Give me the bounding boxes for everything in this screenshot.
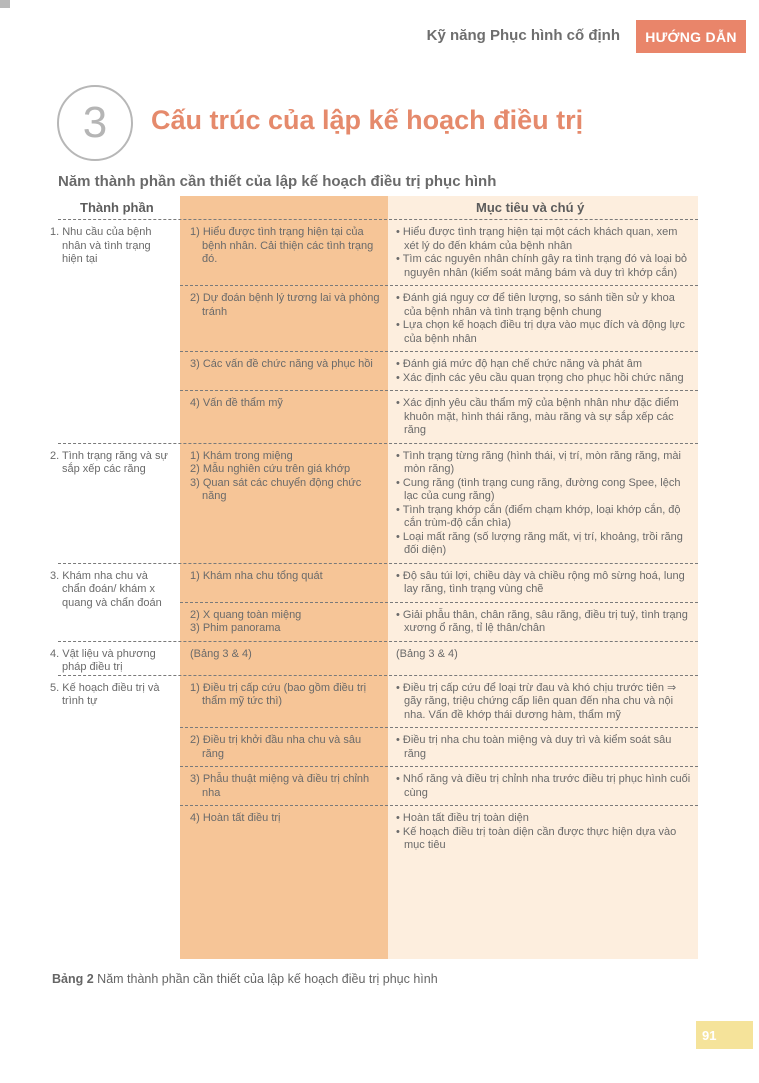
goal-item: • Xác định yêu cầu thẩm mỹ của bệnh nhân như đặc điểm khuôn mặt, hình thái răng, màu răng và sự sắp xếp các răng — [396, 397, 679, 436]
page-number: 91 — [696, 1021, 753, 1049]
item-line: 1) Hiểu được tình trạng hiện tại của bệnh nhân. Cải thiện các tình trạng đó. — [190, 226, 374, 265]
goal-item: • Hoàn tất điều trị toàn diện — [396, 812, 529, 824]
goal-item: • Độ sâu túi lợi, chiều dày và chiều rộng mô sừng hoá, lung lay răng, tình trạng vùng chẽ — [396, 569, 685, 595]
goal-cell — [388, 352, 698, 390]
goal-cell — [388, 767, 698, 805]
goal-cell — [388, 391, 698, 443]
running-title: Kỹ năng Phục hình cố định — [426, 27, 620, 44]
table-row — [180, 390, 698, 443]
section-title: Cấu trúc của lập kế hoạch điều trị — [151, 105, 584, 135]
component-rows — [180, 676, 698, 858]
component-group — [50, 641, 698, 675]
component-rows — [180, 220, 698, 443]
goal-cell — [388, 642, 698, 667]
goal-item: • Tình trạng khớp cắn (điểm chạm khớp, loại khớp cắn, độ cắn trùm-độ cắn chìa) — [396, 503, 681, 529]
item-cell — [180, 286, 388, 351]
component-name: 5. Kế hoạch điều trị và trình tự — [50, 681, 160, 707]
item-line: 3) Quan sát các chuyển động chức năng — [190, 476, 362, 502]
goal-item: • Điều trị nha chu toàn miệng và duy trì và kiểm soát sâu răng — [396, 734, 672, 760]
component-name: 3. Khám nha chu và chẩn đoán/ khám x quang và chẩn đoán — [50, 569, 162, 609]
goal-item: • Điều trị cấp cứu để loại trừ đau và khó chịu trước tiên ⇒ gãy răng, triệu chứng cấp liên quan đến nha chu và nội nha. Vấn đề khớp thái dương hàm, thẩm mỹ — [396, 681, 677, 721]
item-cell — [180, 564, 388, 602]
component-group — [50, 219, 698, 443]
goal-item: • Nhổ răng và điều trị chỉnh nha trước điều trị phục hình cuối cùng — [396, 773, 691, 799]
component-rows — [180, 564, 698, 641]
goal-cell — [388, 728, 698, 766]
goal-item: • Lựa chọn kế hoạch điều trị dựa vào mục đích và động lực của bệnh nhân — [396, 319, 685, 345]
item-line: 2) Mẫu nghiên cứu trên giá khớp — [190, 463, 351, 475]
table-body — [50, 219, 698, 858]
item-line: 3) Phẫu thuật miệng và điều trị chỉnh nha — [190, 773, 370, 799]
item-cell — [180, 676, 388, 728]
goal-cell — [388, 564, 698, 602]
goal-item: (Bảng 3 & 4) — [396, 647, 458, 660]
table-row — [180, 727, 698, 766]
component-group — [50, 563, 698, 641]
item-line: 4) Hoàn tất điều trị — [190, 812, 281, 824]
item-cell — [180, 444, 388, 563]
item-line: 2) X quang toàn miệng — [190, 608, 302, 621]
item-line: 1) Điều trị cấp cứu (bao gồm điều trị thẩm mỹ tức thì) — [190, 681, 367, 707]
goal-cell — [388, 806, 698, 858]
item-line: 4) Vấn đề thẩm mỹ — [190, 397, 283, 409]
section-tag: HƯỚNG DẪN — [636, 20, 746, 53]
item-cell — [180, 352, 388, 390]
table-row — [180, 564, 698, 602]
goal-cell — [388, 220, 698, 285]
caption-label: Bảng 2 — [52, 972, 94, 986]
section-number: 3 — [57, 85, 133, 161]
goal-item: • Giải phẫu thân, chân răng, sâu răng, điều trị tuỷ, tình trạng xương ổ răng, tỉ lệ thân/chân — [396, 608, 688, 634]
goal-item: • Kế hoạch điều trị toàn diện cần được thực hiện dựa vào mục tiêu — [396, 825, 677, 851]
goal-item: • Xác định các yêu cầu quan trọng cho phục hồi chức năng — [396, 371, 684, 384]
item-cell — [180, 391, 388, 443]
item-line: 2) Dự đoán bệnh lý tương lai và phòng tránh — [190, 292, 380, 318]
item-line: 1) Khám nha chu tổng quát — [190, 569, 323, 582]
item-cell — [180, 220, 388, 285]
component-group — [50, 443, 698, 563]
goal-item: • Đánh giá mức độ hạn chế chức năng và phát âm — [396, 358, 643, 370]
table-caption — [52, 972, 438, 986]
goal-cell — [388, 676, 698, 728]
column-header-component: Thành phần — [80, 200, 154, 215]
table-row — [180, 676, 698, 728]
item-cell — [180, 603, 388, 641]
goal-item: • Hiểu được tình trạng hiện tại một cách khách quan, xem xét lý do đến khám của bệnh nhân — [396, 226, 678, 252]
table-row — [180, 642, 698, 667]
item-line: 2) Điều trị khởi đầu nha chu và sâu răng — [190, 734, 362, 760]
item-line: 1) Khám trong miệng — [190, 449, 293, 462]
table-row — [180, 285, 698, 351]
item-line: 3) Phim panorama — [190, 622, 281, 634]
column-header-goal: Mục tiêu và chú ý — [476, 200, 585, 215]
goal-item: • Tìm các nguyên nhân chính gây ra tình trạng đó và loại bỏ nguyên nhân (kiểm soát mảng bám và duy trì khớp cắn) — [396, 253, 688, 279]
component-name: 4. Vật liệu và phương pháp điều trị — [50, 647, 156, 673]
item-cell — [180, 806, 388, 858]
components-table — [50, 196, 698, 858]
component-name: 2. Tình trạng răng và sự sắp xếp các răng — [50, 449, 168, 475]
goal-item: • Đánh giá nguy cơ để tiên lượng, so sánh tiền sử y khoa của bệnh nhân và tình trạng bệnh chung — [396, 292, 675, 318]
component-rows — [180, 444, 698, 563]
goal-item: • Cung răng (tình trạng cung răng, đường cong Spee, lệch lạc của cung răng) — [396, 476, 681, 502]
goal-cell — [388, 603, 698, 641]
goal-cell — [388, 444, 698, 563]
table-row — [180, 220, 698, 285]
table-subtitle: Năm thành phần cần thiết của lập kế hoạch điều trị phục hình — [58, 173, 497, 190]
table-row — [180, 602, 698, 641]
table-header — [58, 196, 698, 219]
goal-item: • Loại mất răng (số lượng răng mất, vị trí, khoảng, trồi răng đối diện) — [396, 530, 683, 556]
goal-cell — [388, 286, 698, 351]
item-cell — [180, 642, 388, 667]
table-row — [180, 766, 698, 805]
table-row — [180, 444, 698, 563]
item-cell — [180, 767, 388, 805]
goal-item: • Tình trạng từng răng (hình thái, vị trí, mòn răng răng, mài mòn răng) — [396, 449, 681, 475]
component-rows — [180, 642, 698, 675]
corner-mark — [0, 0, 10, 8]
caption-text: Năm thành phần cần thiết của lập kế hoạch điều trị phục hình — [93, 972, 438, 986]
item-line: 3) Các vấn đề chức năng và phục hồi — [190, 358, 373, 370]
component-name: 1. Nhu cầu của bệnh nhân và tình trạng hiện tại — [50, 226, 152, 265]
item-cell — [180, 728, 388, 766]
table-row — [180, 351, 698, 390]
table-row — [180, 805, 698, 858]
item-line: (Bảng 3 & 4) — [190, 647, 252, 660]
component-group — [50, 675, 698, 858]
